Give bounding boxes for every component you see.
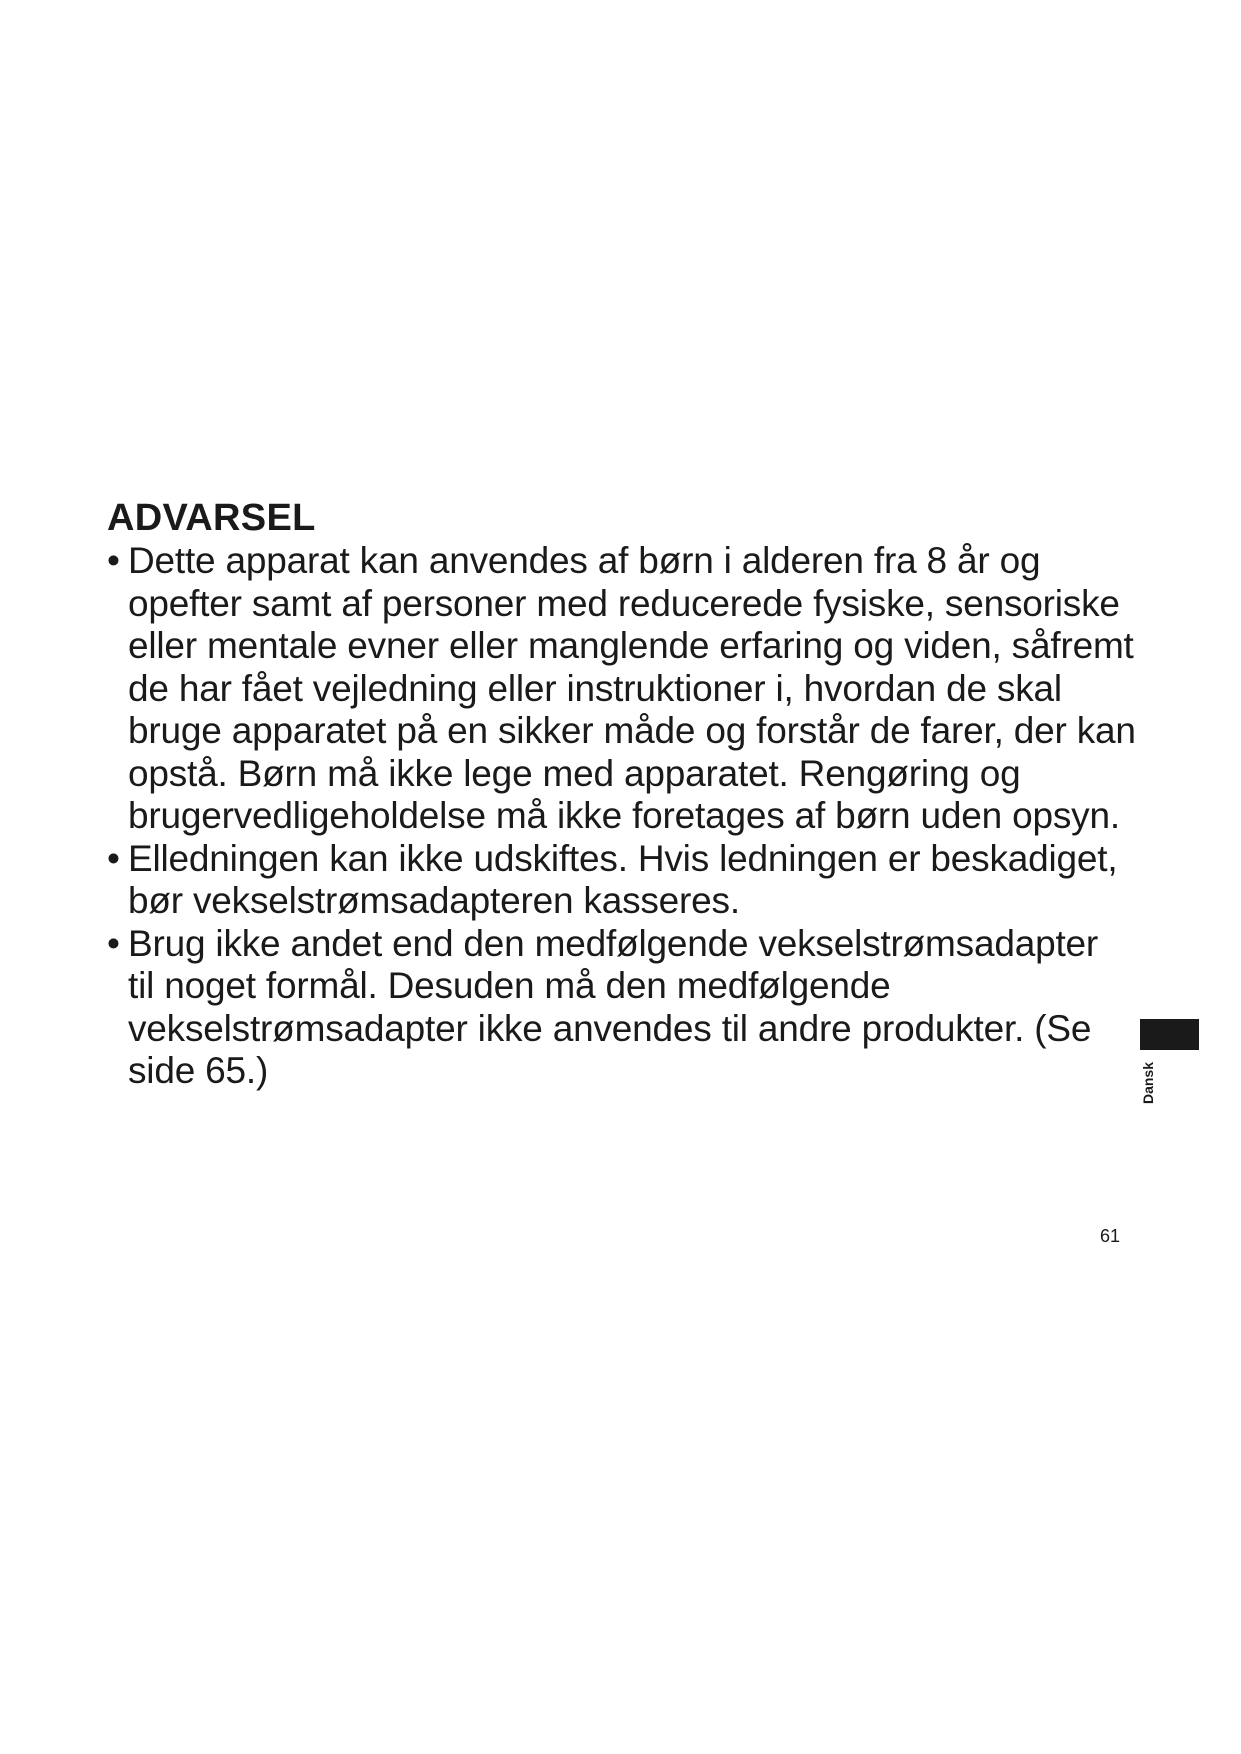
warning-text-line: de har fået vejledning eller instruktioner i, hvordan de skal bbox=[128, 667, 1062, 709]
warning-text-line: opstå. Børn må ikke lege med apparatet. Rengøring og bbox=[128, 752, 1021, 794]
warning-text-line: Brug ikke andet end den medfølgende vekselstrømsadapter bbox=[128, 922, 1099, 964]
warning-text-line: vekselstrømsadapter ikke anvendes til andre produkter. (Se bbox=[128, 1007, 1092, 1049]
warning-text-line: side 65.) bbox=[128, 1050, 269, 1091]
warning-text-line: Dette apparat kan anvendes af børn i alderen fra 8 år og bbox=[128, 540, 1041, 581]
warning-item bbox=[107, 540, 1147, 838]
warning-text-line: til noget formål. Desuden må den medfølgende bbox=[128, 965, 891, 1006]
warning-text-line: Elledningen kan ikke udskiftes. Hvis ledningen er beskadiget, bbox=[128, 837, 1118, 879]
bullet-icon: • bbox=[107, 540, 120, 581]
page-number: 61 bbox=[1100, 1226, 1121, 1246]
warning-list bbox=[107, 540, 1147, 1093]
warning-item bbox=[107, 923, 1147, 1093]
bullet-icon: • bbox=[107, 837, 120, 879]
warning-text-line: brugervedligeholdelse må ikke foretages af børn uden opsyn. bbox=[128, 795, 1120, 836]
warning-text-line: bør vekselstrømsadapteren kasseres. bbox=[128, 880, 740, 921]
warning-text-line: opefter samt af personer med reducerede fysiske, sensoriske bbox=[128, 582, 1120, 624]
warning-text-line: eller mentale evner eller manglende erfaring og viden, såfremt bbox=[128, 625, 1134, 666]
bullet-icon: • bbox=[107, 922, 120, 964]
warning-section bbox=[107, 496, 1147, 1093]
warning-text-line: bruge apparatet på en sikker måde og forstår de farer, der kan bbox=[128, 710, 1136, 751]
language-tab-marker bbox=[1140, 1019, 1199, 1050]
language-tab-label bbox=[1118, 1058, 1178, 1108]
language-label-text: Dansk bbox=[1140, 1061, 1156, 1105]
warning-item bbox=[107, 838, 1147, 923]
warning-heading: ADVARSEL bbox=[107, 497, 316, 539]
